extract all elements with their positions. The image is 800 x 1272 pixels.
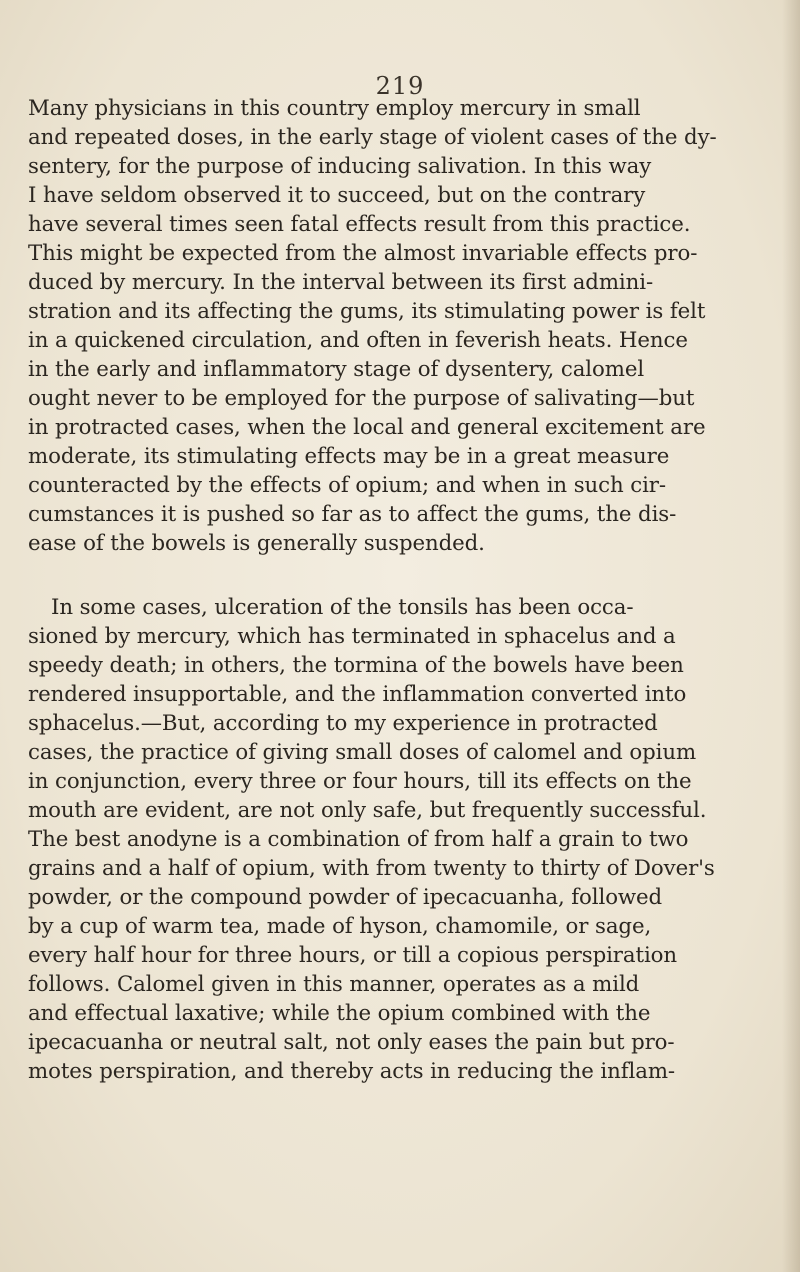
text-line: in a quickened circulation, and often in feverish heats. Hence	[28, 328, 688, 353]
text-line: in protracted cases, when the local and general excitement are	[28, 415, 706, 440]
text-line: speedy death; in others, the tormina of the bowels have been	[28, 653, 684, 678]
text-line: ipecacuanha or neutral salt, not only eases the pain but pro-	[28, 1030, 675, 1055]
text-line: Many physicians in this country employ mercury in small	[28, 96, 641, 121]
text-line: ought never to be employed for the purpose of salivating—but	[28, 386, 695, 411]
text-line: The best anodyne is a combination of from half a grain to two	[28, 827, 689, 852]
text-line: sioned by mercury, which has terminated in sphacelus and a	[28, 624, 676, 649]
text-line: and effectual laxative; while the opium combined with the	[28, 1001, 651, 1026]
text-line: duced by mercury. In the interval between its first admini-	[28, 270, 654, 295]
text-line: grains and a half of opium, with from twenty to thirty of Dover's	[28, 856, 715, 881]
text-line: motes perspiration, and thereby acts in reducing the inflam-	[28, 1059, 676, 1084]
text-line: and repeated doses, in the early stage of violent cases of the dy-	[28, 125, 717, 150]
text-line: cumstances it is pushed so far as to affect the gums, the dis-	[28, 502, 677, 527]
text-line: follows. Calomel given in this manner, operates as a mild	[28, 972, 640, 997]
text-line: have several times seen fatal effects result from this practice.	[28, 212, 691, 237]
text-line: I have seldom observed it to succeed, but on the contrary	[28, 183, 646, 208]
text-line: This might be expected from the almost invariable effects pro-	[28, 241, 698, 266]
text-line: by a cup of warm tea, made of hyson, chamomile, or sage,	[28, 914, 652, 939]
text-line: ease of the bowels is generally suspended.	[28, 531, 485, 556]
text-line: counteracted by the effects of opium; and when in such cir-	[28, 473, 666, 498]
text-line: stration and its affecting the gums, its stimulating power is felt	[28, 299, 706, 324]
text-line: every half hour for three hours, or till a copious perspiration	[28, 943, 677, 968]
text-line: In some cases, ulceration of the tonsils has been occa-	[51, 595, 634, 620]
text-line: moderate, its stimulating effects may be in a great measure	[28, 444, 670, 469]
text-line: mouth are evident, are not only safe, but frequently successful.	[28, 798, 707, 823]
page-number: 219	[375, 72, 425, 100]
page-edge-shadow	[782, 0, 800, 1272]
text-line: sentery, for the purpose of inducing salivation. In this way	[28, 154, 652, 179]
text-line: powder, or the compound powder of ipecacuanha, followed	[28, 885, 663, 910]
text-line: sphacelus.—But, according to my experience in protracted	[28, 711, 658, 736]
text-line: in the early and inflammatory stage of dysentery, calomel	[28, 357, 645, 382]
text-line: rendered insupportable, and the inflammation converted into	[28, 682, 687, 707]
text-line: in conjunction, every three or four hours, till its effects on the	[28, 769, 692, 794]
text-line: cases, the practice of giving small doses of calomel and opium	[28, 740, 697, 765]
